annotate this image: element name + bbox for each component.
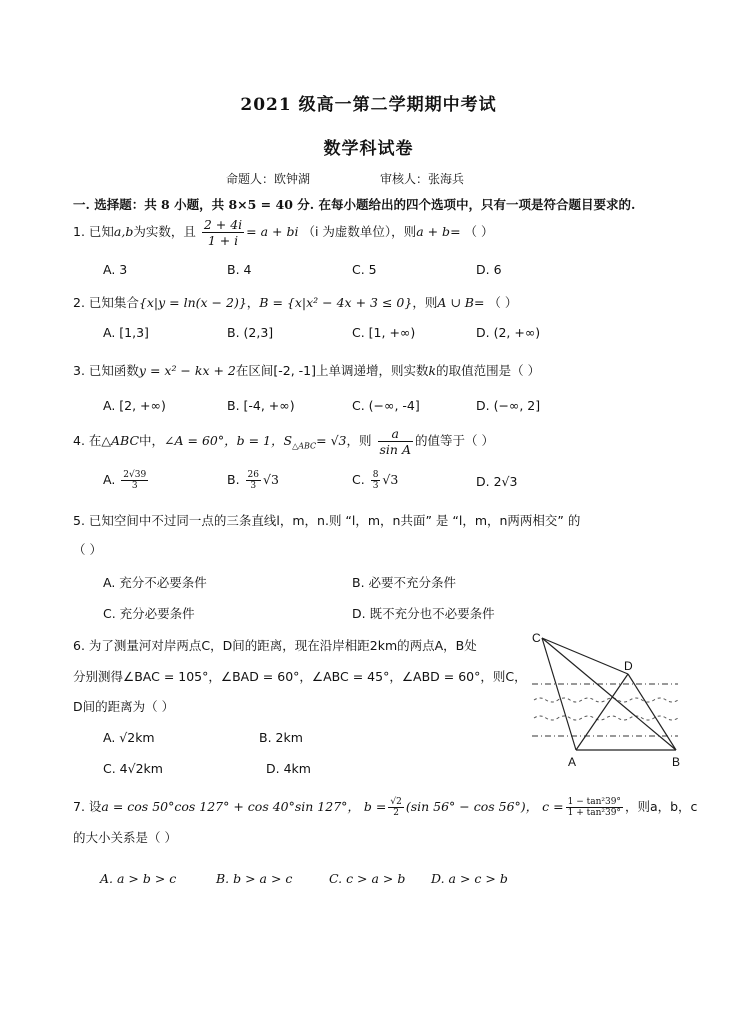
q3-text-a: 3. 已知函数	[73, 363, 139, 378]
q6-option-d[interactable]: D. 4km	[266, 761, 311, 776]
q7-text-b: ，则a，b，c	[624, 799, 698, 814]
q2-text-a: 2. 已知集合	[73, 295, 139, 310]
q1-frac-den: 1 + i	[207, 233, 239, 248]
q4-option-a-frac	[121, 470, 148, 491]
q5-option-c[interactable]: C. 充分必要条件	[103, 606, 195, 621]
q3-var: k	[428, 363, 437, 378]
q4-text-d: 的值等于（ ）	[414, 433, 494, 448]
q4-frac-num: a	[378, 426, 413, 442]
q1-ask: a + b	[416, 224, 451, 239]
q5-option-a[interactable]: A. 充分不必要条件	[103, 575, 207, 590]
q1-option-b[interactable]: B. 4	[227, 262, 252, 277]
q1-fraction	[202, 217, 244, 248]
q4-text-b: 中，	[139, 433, 165, 448]
q7-c-frac	[566, 797, 623, 818]
q4-text-c: ，则	[346, 433, 372, 448]
q7-option-c[interactable]: C. c > a > b	[329, 871, 406, 886]
q4-option-a[interactable]	[103, 470, 150, 491]
section-heading: 一. 选择题：共 8 小题，共 8×5 = 40 分. 在每小题给出的四个选项中，只有一项是符合题目要求的.	[73, 197, 636, 212]
q1-note: （i 为虚数单位），则	[302, 224, 417, 239]
label-C: C	[532, 631, 541, 645]
q7-c-pre: c =	[542, 799, 564, 814]
q3-text-b: 在区间[-2, -1]上单调递增，则实数	[235, 363, 429, 378]
label-B: B	[672, 755, 681, 769]
segment-CB	[542, 638, 676, 750]
label-A: A	[568, 755, 577, 769]
q2-option-c[interactable]: C. [1, +∞)	[352, 325, 416, 340]
q4-option-b-label: B.	[227, 472, 240, 487]
q4-option-c-tail: √3	[382, 472, 399, 487]
q4-option-b-frac	[246, 470, 261, 491]
q6-line-2: 分别测得∠BAC = 105°，∠BAD = 60°，∠ABC = 45°，∠ABD = 60°，则C，	[73, 669, 527, 684]
q4-fraction	[378, 426, 413, 457]
river-wave-1	[534, 698, 678, 702]
exam-subtitle: 数学科试卷	[323, 139, 414, 159]
question-2	[73, 293, 517, 311]
q4-option-c-label: C.	[352, 472, 365, 487]
q3-option-c[interactable]: C. (−∞, -4]	[352, 398, 420, 413]
q1-vars: a,b	[113, 224, 134, 239]
q5-option-d[interactable]: D. 既不充分也不必要条件	[352, 606, 495, 621]
label-D: D	[624, 659, 633, 673]
q3-text-c: 的取值范围是（ ）	[436, 363, 541, 378]
q6-option-c[interactable]: C. 4√2km	[103, 761, 163, 776]
q2-text-c: ，则	[412, 295, 438, 310]
q7-b-num: √2	[390, 797, 402, 807]
segment-DA	[576, 674, 628, 750]
q7-option-d[interactable]: D. a > c > b	[431, 871, 508, 886]
q2-setA: {x|y = ln(x − 2)}	[138, 295, 247, 310]
q2-option-a[interactable]: A. [1,3]	[103, 325, 149, 340]
q2-text-b: ，	[246, 295, 260, 310]
q2-text-d: = （ ）	[473, 295, 518, 310]
q4-option-a-label: A.	[103, 472, 116, 487]
question-4	[73, 423, 494, 465]
q2-union: A ∪ B	[437, 295, 474, 310]
q4-sub: △ABC	[292, 441, 317, 451]
q4-tri: △ABC	[101, 433, 140, 448]
q7-c-num: 1 − tan²39°	[567, 797, 621, 807]
q1-pre: 1. 已知	[73, 224, 114, 239]
q2-option-b[interactable]: B. (2,3]	[227, 325, 274, 340]
question-3	[73, 361, 540, 379]
setter-line: 命题人：欧钟湖	[226, 172, 311, 186]
question-7	[73, 792, 697, 822]
reviewer-line: 审核人：张海兵	[380, 172, 465, 186]
question-1	[73, 215, 493, 249]
q5-line-2: （ ）	[73, 542, 102, 557]
q1-mid: 为实数，且	[133, 224, 196, 239]
q7-text-a: 7. 设	[73, 799, 102, 814]
q3-option-d[interactable]: D. (−∞, 2]	[476, 398, 541, 413]
q6-line-1: 6. 为了测量河对岸两点C，D间的距离，现在沿岸相距2km的两点A，B处	[73, 638, 477, 653]
segment-CA	[542, 638, 576, 750]
q5-line-1: 5. 已知空间中不过同一点的三条直线l，m，n.则 “l，m，n共面” 是 “l，m，n两两相交” 的	[73, 513, 581, 528]
q4-option-a-num: 2√39	[123, 470, 147, 480]
segment-DB	[628, 674, 676, 750]
q1-tail: = （ ）	[450, 224, 494, 239]
q7-a-expr: a = cos 50°cos 127° + cos 40°sin 127°，	[101, 799, 360, 814]
q4-cond2: = √3	[316, 433, 347, 448]
river-figure	[526, 626, 688, 772]
q4-option-b-num: 26	[247, 470, 259, 480]
triangle-lines	[542, 638, 676, 750]
q2-setB: B = {x|x² − 4x + 3 ≤ 0}	[259, 295, 413, 310]
q1-option-a[interactable]: A. 3	[103, 262, 128, 277]
q1-option-c[interactable]: C. 5	[352, 262, 377, 277]
q7-b-den: 2	[393, 808, 399, 818]
q4-frac-den: sin A	[379, 442, 411, 457]
q4-option-a-den: 3	[131, 481, 138, 491]
q2-option-d[interactable]: D. (2, +∞)	[476, 325, 541, 340]
q7-b-pre: b =	[363, 799, 387, 814]
q1-frac-num: 2 + 4i	[203, 217, 243, 232]
q4-cond: ∠A = 60°，b = 1，S	[164, 433, 293, 448]
q7-option-a[interactable]: A. a > b > c	[100, 871, 177, 886]
q4-option-b[interactable]	[227, 470, 279, 491]
q4-option-c[interactable]	[352, 470, 398, 491]
q4-option-c-frac	[371, 470, 381, 491]
q3-func: y = x² − kx + 2	[138, 363, 236, 378]
q3-option-a[interactable]: A. [2, +∞)	[103, 398, 166, 413]
q4-option-c-num: 8	[372, 470, 379, 480]
q6-option-a[interactable]: A. √2km	[103, 730, 155, 745]
q3-option-b[interactable]: B. [-4, +∞)	[227, 398, 295, 413]
q4-option-d[interactable]: D. 2√3	[476, 474, 518, 489]
q1-eq: = a + bi	[246, 224, 299, 239]
q7-line-2: 的大小关系是（ ）	[73, 830, 177, 845]
q7-c-den: 1 + tan²39°	[567, 808, 621, 818]
q4-text-a: 4. 在	[73, 433, 102, 448]
q4-option-b-den: 3	[250, 481, 257, 491]
segment-CD	[542, 638, 628, 674]
q7-b-frac	[388, 797, 403, 818]
exam-title: 2021 级高一第二学期期中考试	[240, 95, 497, 115]
q1-option-d[interactable]: D. 6	[476, 262, 502, 277]
q6-line-3: D间的距离为（ ）	[73, 699, 175, 714]
q6-option-b[interactable]: B. 2km	[259, 730, 303, 745]
q5-option-b[interactable]: B. 必要不充分条件	[352, 575, 457, 590]
q4-option-b-tail: √3	[263, 472, 279, 487]
q7-b-tail: (sin 56° − cos 56°)，	[405, 799, 539, 814]
q7-option-b[interactable]: B. b > a > c	[216, 871, 293, 886]
q4-option-c-den: 3	[372, 481, 379, 491]
